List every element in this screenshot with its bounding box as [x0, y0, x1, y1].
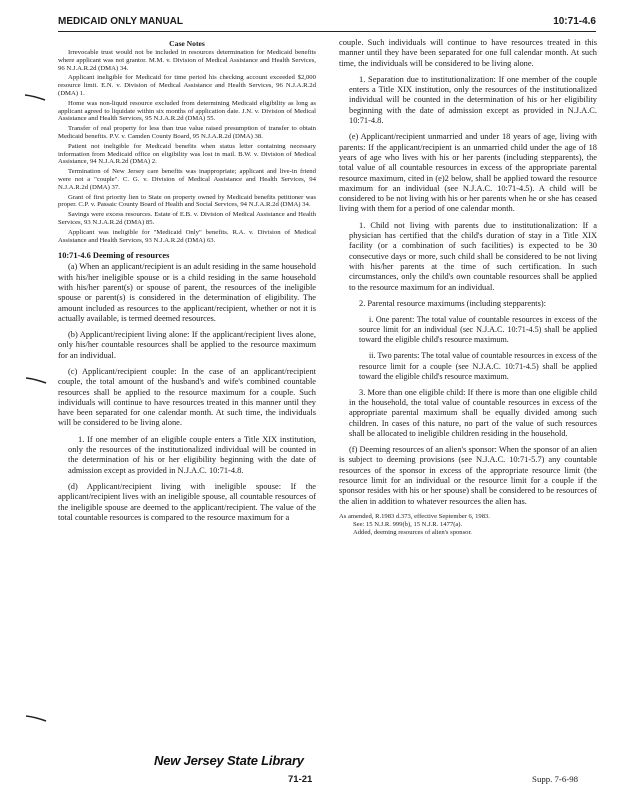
margin-pen-mark — [24, 93, 46, 101]
paragraph-c: (c) Applicant/recipient couple: In the case of an applicant/recipient couple, the total amount of the husband's and wife's combined countable resources shall be applied to the resource maximum for a couple. Such individuals will continue to have resources treated in this manner until they have been separated for one calendar month. At such time, the individuals will be considered to be living alone. — [58, 367, 316, 428]
left-column — [58, 38, 316, 529]
case-note: Irrevocable trust would not be included in resources determination for Medicaid benefits where applicant was not grantor. M.M. v. Division of Medical Assistance and Health Services, 96 N.J.A.R.2d (DMA) 34. — [58, 49, 316, 72]
paragraph-c1: 1. If one member of an eligible couple enters a Title XIX institution, only the resources of the institutionalized individual will be counted in the determination of his or her eligibility beginning with the date of admission except as provided in N.J.A.C. 10:71-4.8. — [68, 434, 316, 475]
library-stamp: New Jersey State Library — [154, 753, 304, 768]
case-note: Home was non-liquid resource excluded from determining Medicaid eligibility as long as applicant agreed to liquidate within six months of application date. J.N. v. Division of Medical Assistance and Health Services, 95 N.J.A.R.2d (DMA) 55. — [58, 99, 316, 123]
running-header — [58, 14, 596, 30]
history-notes — [339, 513, 597, 537]
paragraph-e: (e) Applicant/recipient unmarried and under 18 years of age, living with parents: If the applicant/recipient is an unmarried child under the age of 18 years of age who lives with his or her parents (including stepparents), the total value of all countable resources in excess of the appropriate parental resource maximum, cited in (e)2 below, shall be applied toward the resource maximum for an individual (see N.J.A.C. 10:71-4.5). A child will be considered to be not living with his or her parents when he or she has ceased living with them for a period of one calendar month. — [339, 132, 597, 214]
paragraph-e3: 3. More than one eligible child: If there is more than one eligible child in the household, the total value of countable resources in excess of the appropriate parental maximum shall be equally divided among such children. In cases of this nature, no part of the value of such resources shall be allocated to ineligible children residing in the household. — [349, 387, 597, 438]
case-note: Termination of New Jersey care benefits was inappropriate; applicant and live-in friend were not a "couple". C. G. v. Division of Medical Assistance and Health Services, 94 N.J.A.R.2d (DMA) 37. — [58, 168, 316, 191]
paragraph-b: (b) Applicant/recipient living alone: If the applicant/recipient lives alone, only his/her countable resources shall be applied to the resource maximum for an individual. — [58, 330, 316, 360]
case-note: Patient not ineligible for Medicaid benefits when status letter containing necessary information from Medicaid office on eligibility was lost in mail. B.W. v. Division of Medical Assistance, 94 N.J.A.R.2d (DMA) 2. — [58, 142, 316, 166]
paragraph-f: (f) Deeming resources of an alien's sponsor: When the sponsor of an alien is subject to deeming provisions (see N.J.A.C. 10:71-5.7) any countable resources of the sponsor in excess of the appropriate resource limit (the resource limit for an individual or the resource limit for a couple if the sponsor resides with his or her spouse) shall be considered to be resources of the alien in addition to whatever resources the alien has. — [339, 445, 597, 506]
margin-pen-mark — [25, 376, 47, 384]
right-column — [339, 38, 597, 537]
paragraph-d-continued: couple. Such individuals will continue to have resources treated in this manner until they have been separated for one full calendar month. At such time, the individuals will be considered to be living alone. — [339, 38, 597, 68]
section-number: 10:71-4.6 — [553, 16, 596, 27]
case-note: Savings were excess resources. Estate of E.B. v. Division of Medical Assistance and Health Services, 93 N.J.A.R.2d (DMA) 85. — [58, 211, 316, 226]
paragraph-d: (d) Applicant/recipient living with ineligible spouse: If the applicant/recipient lives with an ineligible spouse, all countable resources of the ineligible spouse are deemed to the applicant/recipient. The value of the total countable resources is compared to the resource maximum for a — [58, 481, 316, 522]
history-line: See: 15 N.J.R. 999(b), 15 N.J.R. 1477(a). — [353, 520, 463, 528]
paragraph-a: (a) When an applicant/recipient is an adult residing in the same household with his/her ineligible spouse or is a child residing in the same household with his/her parent(s) or spouse of parent, the resources of the ineligible spouse or parent(s) is considered in the determination of eligibility. The amount included as resources to the applicant/recipient, whether or not it is actually available, is termed deemed resources. — [58, 262, 316, 323]
case-note: Grant of first priority lien to State on property owned by Medicaid benefits petitioner was proper. C.P. v. Passaic County Board of Health and Social Services, 94 N.J.A.R.2d (DMA) 34. — [58, 193, 316, 209]
margin-pen-mark — [25, 714, 47, 722]
history-line: As amended, R.1983 d.373, effective September 6, 1983. — [339, 512, 490, 520]
case-notes-title: Case Notes — [169, 39, 205, 48]
paragraph-e2: 2. Parental resource maximums (including stepparents): — [359, 298, 546, 308]
header-rule — [58, 31, 596, 32]
paragraph-e2-i: i. One parent: The total value of countable resources in excess of the source limit for an individual (sec N.J.A.C. 10:71-4.5) shall be applied toward the eligible child's resource maximum. — [359, 315, 597, 345]
page-number: 71-21 — [288, 774, 313, 785]
paragraph-e2-ii: ii. Two parents: The total value of countable resources in excess of the resource limit for a couple (see N.J.A.C. 10:71-4.5) shall be applied toward the eligible child's resource maximum. — [359, 351, 597, 381]
history-line: Added, deeming resources of alien's sponsor. — [353, 528, 472, 536]
section-heading: 10:71-4.6 Deeming of resources — [58, 251, 170, 261]
manual-title: MEDICAID ONLY MANUAL — [58, 16, 184, 27]
paragraph-e1: 1. Child not living with parents due to institutionalization: If a physician has certified that the child's duration of stay in a Title XIX facility (or a combination of such facilities) is expected to be 30 consecutive days or more, such child shall be considered to be not living with his/her parents at the time of such certification. In such circumstances, only the child's own countable resources shall be applied to the resource maximum for an individual. — [349, 220, 597, 292]
paragraph-d1: 1. Separation due to institutionalization: If one member of the couple enters a Title XIX institution, only the resources of the institutionalized individual will be counted in the determination of his or her eligibility beginning with the date of admission except as provided in N.J.A.C. 10:71-4.8. — [349, 74, 597, 126]
supplement-date: Supp. 7-6-98 — [532, 774, 578, 784]
case-note: Transfer of real property for less than true value raised presumption of transfer to obtain Medicaid benefits. P.V. v. Camden County Board, 95 N.J.A.R.2d (DMA) 38. — [58, 125, 316, 140]
case-note: Applicant ineligible for Medicaid for time period his checking account exceeded $2,000 resource limit. E.N. v. Division of Medical Assistance and Health Services, 96 N.J.A.R.2d (DMA) 1. — [58, 74, 316, 97]
case-note: Applicant was ineligible for "Medicaid Only" benefits. R.A. v. Division of Medical Assistance and Health Services, 93 N.J.A.R.2d (DMA) 63. — [58, 228, 316, 244]
